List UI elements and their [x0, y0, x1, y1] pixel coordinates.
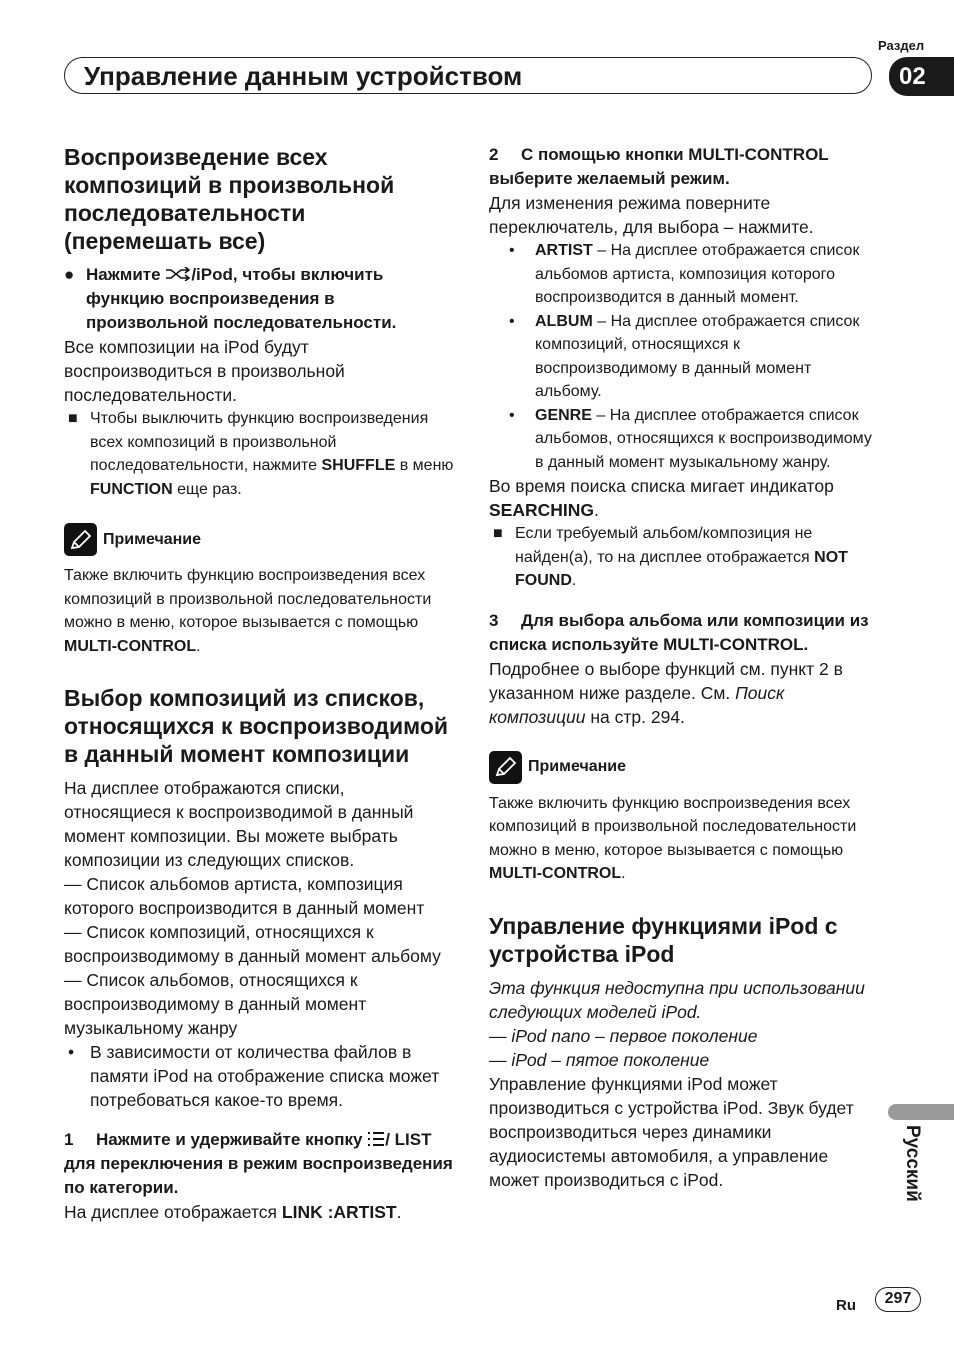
- searching-indicator-text: Во время поиска списка мигает индикатор SEARCHING.: [489, 476, 834, 520]
- mode-genre: • GENRE – На дисплее отображается список альбомов, относящихся к воспроизводимому в данный момент музыкальному жанру.: [489, 404, 881, 475]
- shuffle-description: Все композиции на iPod будут воспроизводиться в произвольной последовательности.: [64, 337, 345, 405]
- cross-reference-link: Поиск композиции: [489, 682, 785, 727]
- language-tab-marker: [888, 1104, 954, 1120]
- note-heading: Примечание: [64, 523, 456, 556]
- compatibility-note: Эта функция недоступна при использовании следующих моделей iPod.: [489, 977, 865, 1022]
- shuffle-instruction-post: /iPod, чтобы включить функцию воспроизведения в произвольной последовательности.: [86, 265, 397, 332]
- step-1-heading: 1 Нажмите и удерживайте кнопку / LIST для переключения в режим воспроизведения по категории.: [64, 1130, 453, 1197]
- page-title: Управление данным устройством: [84, 61, 523, 91]
- step-2-description: Для изменения режима поверните переключатель, для выбора – нажмите.: [489, 193, 814, 237]
- section-label: Раздел: [878, 38, 925, 53]
- step-1-result: На дисплее отображается LINK :ARTIST.: [64, 1202, 402, 1222]
- bullet-dot: ●: [64, 265, 75, 284]
- page-number: 297: [875, 1287, 921, 1312]
- step-2-heading: 2 С помощью кнопки MULTI-CONTROL выберите желаемый режим.: [489, 145, 829, 188]
- section-heading-shuffle-all: Воспроизведение всех композиций в произвольной последовательности (перемешать все): [64, 144, 395, 254]
- bullet-dot: •: [68, 1042, 75, 1062]
- square-bullet-icon: ■: [68, 410, 78, 427]
- note-text: Также включить функцию воспроизведения всех композиций в произвольной последовательности можно в меню, которое вызывается с помощью MULTI-CONTROL.: [64, 567, 432, 655]
- step-3-heading: 3 Для выбора альбома или композиции из списка используйте MULTI-CONTROL.: [489, 610, 869, 654]
- shuffle-icon: [165, 267, 191, 281]
- list-item: — iPod nano – первое поколение: [489, 1025, 758, 1046]
- list-description: На дисплее отображаются списки, относящиеся к воспроизводимой в данный момент композиции. Вы можете выбрать композиции из следующих списков.: [64, 778, 414, 870]
- section-number-badge: 02: [889, 57, 954, 96]
- mode-album: • ALBUM – На дисплее отображается список композиций, относящихся к воспроизводимому в данный момент альбому.: [489, 310, 881, 404]
- right-column: [489, 143, 881, 1192]
- list-item: — iPod – пятое поколение: [489, 1049, 710, 1070]
- mode-artist: • ARTIST – На дисплее отображается список альбомов артиста, композиция которого воспроизводится в данный момент.: [489, 239, 881, 310]
- note-text: Также включить функцию воспроизведения всех композиций в произвольной последовательности можно в меню, которое вызывается с помощью MULTI-CONTROL.: [489, 794, 857, 882]
- list-item: — Список альбомов артиста, композиция которого воспроизводится в данный момент: [64, 874, 425, 918]
- list-icon: [367, 1131, 385, 1147]
- left-column: [64, 143, 456, 1224]
- section-heading-ipod-control: Управление функциями iPod с устройства iPod: [489, 912, 838, 967]
- section-heading-list-selection: Выбор композиций из списков, относящихся к воспроизводимой в данный момент композиции: [64, 685, 449, 767]
- shuffle-instruction-pre: Нажмите: [86, 265, 161, 284]
- bullet-dot: •: [509, 312, 515, 330]
- language-tab-label: Русский: [902, 1125, 923, 1202]
- not-found-note: ■ Если требуемый альбом/композиция не найден(а), то на дисплее отображается NOT FOUND.: [489, 522, 881, 593]
- list-load-note: • В зависимости от количества файлов в памяти iPod на отображение списка может потребоваться какое-то время.: [68, 1042, 440, 1110]
- step-3-description: Подробнее о выборе функций см. пункт 2 в указанном ниже разделе. См. Поиск композиции на стр. 294.: [489, 658, 843, 727]
- shuffle-off-note: ■ Чтобы выключить функцию воспроизведения всех композиций в произвольной последовательности, нажмите SHUFFLE в меню FUNCTION еще раз.: [64, 407, 456, 501]
- pencil-note-icon: [489, 751, 522, 784]
- shuffle-instruction: [64, 263, 456, 335]
- list-item: — Список композиций, относящихся к воспроизводимому в данный момент альбому: [64, 922, 441, 966]
- note-heading: Примечание: [489, 751, 881, 784]
- bullet-dot: •: [509, 242, 515, 259]
- square-bullet-icon: ■: [493, 525, 503, 542]
- bullet-dot: •: [509, 406, 515, 424]
- list-item: — Список альбомов, относящихся к воспроизводимому в данный момент музыкальному жанру: [64, 970, 367, 1038]
- pencil-note-icon: [64, 523, 97, 556]
- ipod-control-description: Управление функциями iPod может производиться с устройства iPod. Звук будет воспроизводиться через динамики аудиосистемы автомобиля, а управление может производиться с iPod.: [489, 1073, 854, 1190]
- footer-language: Ru: [836, 1297, 856, 1314]
